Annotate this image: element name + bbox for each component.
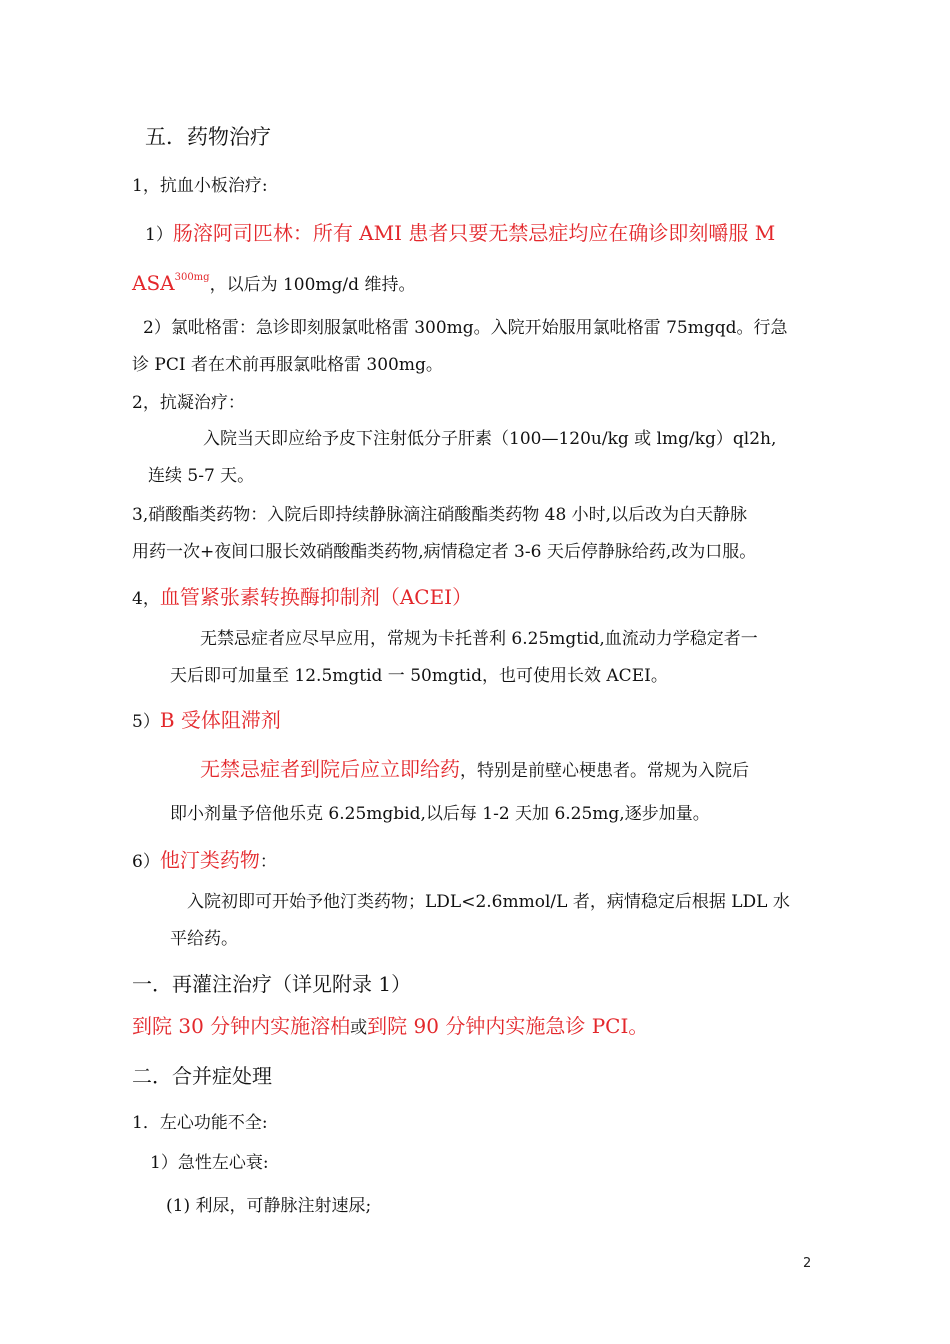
anticoag-title: 2，抗凝治疗： bbox=[132, 393, 245, 413]
aspirin-prefix: 1） bbox=[145, 225, 173, 245]
aspirin-line-2 bbox=[132, 271, 415, 295]
aspirin-rest: ，以后为 100mg/d 维持。 bbox=[209, 275, 416, 295]
beta-prefix: 5） bbox=[132, 712, 160, 732]
statin-title: 他汀类药物 bbox=[159, 848, 260, 872]
complication-item-1-1-1: (1) 利尿，可静脉注射速尿; bbox=[166, 1196, 372, 1216]
beta-heading bbox=[132, 708, 281, 732]
acei-prefix: 4， bbox=[132, 589, 160, 609]
acei-title: 血管紧张素转换酶抑制剂（ACEI） bbox=[159, 585, 473, 609]
statin-colon: ： bbox=[259, 852, 277, 872]
complication-item-1: 1．左心功能不全: bbox=[132, 1113, 268, 1133]
reperfusion-or: 或 bbox=[350, 1018, 368, 1038]
statin-heading bbox=[132, 848, 277, 872]
reperfusion-pci: 到院 90 分钟内实施急诊 PCI。 bbox=[367, 1014, 649, 1038]
section-heading-drug-therapy: 五．药物治疗 bbox=[145, 125, 271, 149]
page-number: 2 bbox=[803, 1256, 812, 1271]
aspirin-red-text: 肠溶阿司匹林：所有 AMI 患者只要无禁忌症均应在确诊即刻嚼服 M bbox=[172, 221, 776, 245]
beta-line-1 bbox=[200, 757, 749, 781]
beta-line-2: 即小剂量予倍他乐克 6.25mgbid,以后每 1-2 天加 6.25mg,逐步加量。 bbox=[170, 804, 710, 824]
acei-heading bbox=[132, 585, 472, 609]
nitrates-line-1: 3,硝酸酯类药物：入院后即持续静脉滴注硝酸酯类药物 48 小时,以后改为白天静脉 bbox=[132, 505, 748, 525]
acei-line-2: 天后即可加量至 12.5mgtid 一 50mgtid，也可使用长效 ACEI。 bbox=[170, 666, 668, 686]
clopidogrel-line-1: 2）氯吡格雷：急诊即刻服氯吡格雷 300mg。入院开始服用氯吡格雷 75mgqd。行急 bbox=[143, 318, 788, 338]
antiplatelet-title: 1，抗血小板治疗: bbox=[132, 176, 268, 196]
reperfusion-lysis: 到院 30 分钟内实施溶柏 bbox=[132, 1014, 351, 1038]
statin-prefix: 6） bbox=[132, 852, 160, 872]
section-heading-complications: 二．合并症处理 bbox=[132, 1064, 272, 1088]
reperfusion-line bbox=[132, 1014, 648, 1038]
aspirin-dose-sup: 300mg bbox=[174, 272, 210, 283]
acei-line-1: 无禁忌症者应尽早应用，常规为卡托普利 6.25mgtid,血流动力学稳定者一 bbox=[200, 629, 758, 649]
anticoag-line-1: 入院当天即应给予皮下注射低分子肝素（100—120u/kg 或 lmg/kg）ql2h, bbox=[203, 429, 777, 449]
section-heading-reperfusion: 一．再灌注治疗（详见附录 1） bbox=[132, 972, 412, 996]
statin-line-2: 平给药。 bbox=[170, 929, 238, 949]
nitrates-line-2: 用药一次+夜间口服长效硝酸酯类药物,病情稳定者 3-6 天后停静脉给药,改为口服。 bbox=[132, 542, 757, 562]
statin-line-1: 入院初即可开始予他汀类药物；LDL<2.6mmol/L 者，病情稳定后根据 LDL 水 bbox=[187, 892, 790, 912]
beta-rest-text: ，特别是前壁心梗患者。常规为入院后 bbox=[460, 761, 749, 781]
aspirin-line-1 bbox=[145, 221, 775, 245]
beta-title: B 受体阻滞剂 bbox=[159, 708, 281, 732]
anticoag-line-2: 连续 5-7 天。 bbox=[148, 466, 255, 486]
aspirin-asa: ASA bbox=[132, 271, 175, 295]
clopidogrel-line-2: 诊 PCI 者在术前再服氯吡格雷 300mg。 bbox=[132, 355, 443, 375]
complication-item-1-1: 1）急性左心衰: bbox=[150, 1153, 269, 1173]
beta-red-text: 无禁忌症者到院后应立即给药 bbox=[200, 757, 460, 781]
